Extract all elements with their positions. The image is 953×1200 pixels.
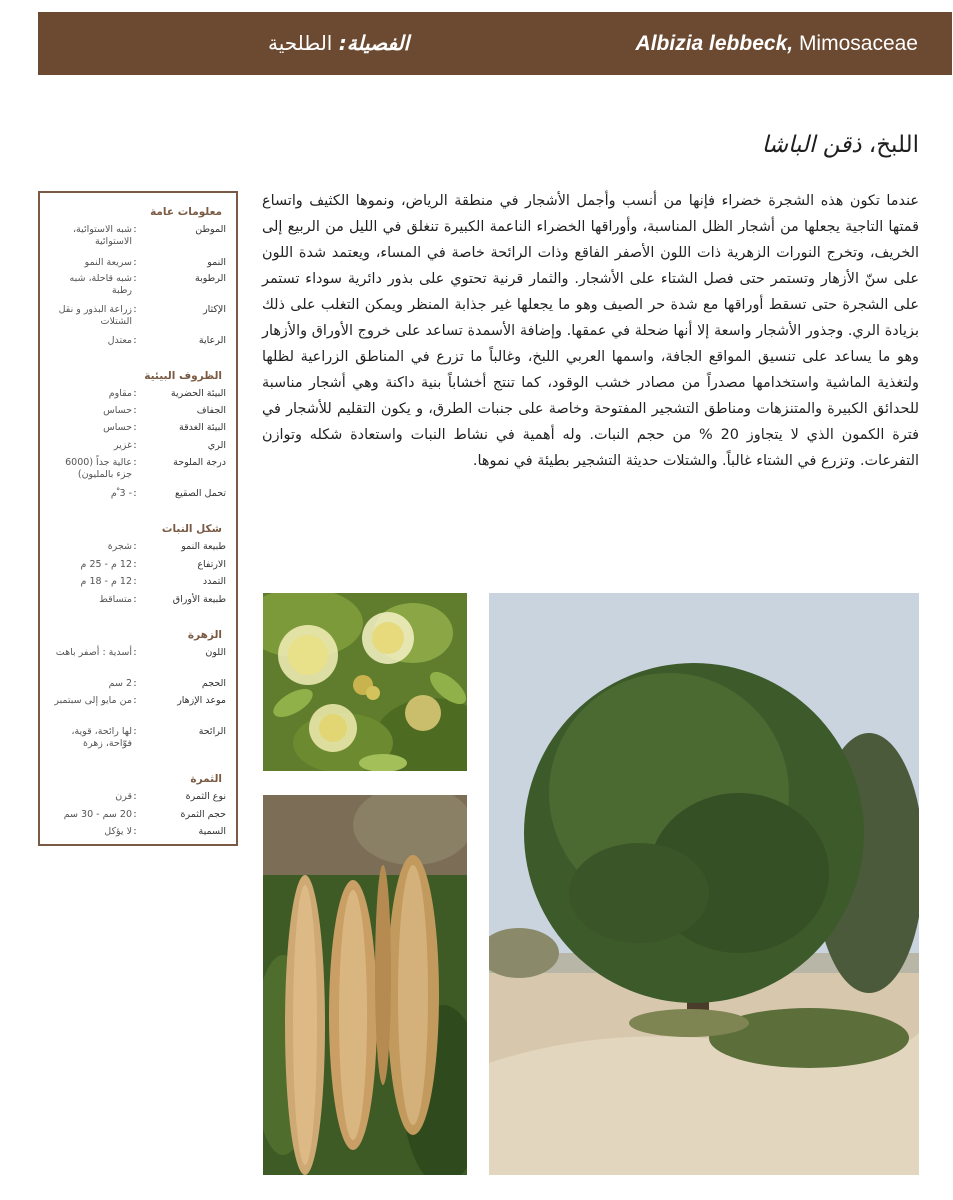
info-colon: : <box>133 726 137 737</box>
header-bar <box>38 12 952 75</box>
info-colon: : <box>133 440 137 451</box>
alternate-name: ذقن الباشا <box>761 132 862 158</box>
family-arabic-name: الطلحية <box>268 31 333 55</box>
info-label: التمدد <box>202 576 226 587</box>
info-label: طبيعة النمو <box>181 541 226 552</box>
info-colon: : <box>133 576 137 587</box>
info-value: 12 م - 18 م <box>80 576 132 587</box>
info-value: أسدية : أصفر باهت <box>55 647 132 658</box>
info-label: الرطوبة <box>195 273 226 284</box>
info-colon: : <box>133 388 137 399</box>
info-label: نوع الثمرة <box>185 791 226 802</box>
info-label: حجم الثمرة <box>180 809 226 820</box>
info-label: البيئة الحضرية <box>170 388 226 399</box>
info-value: متساقط <box>99 594 132 605</box>
info-label: درجة الملوحة <box>173 457 226 468</box>
info-value: لها رائحة، قوية، فوّاحة، زهرة <box>71 726 132 749</box>
section-title-plant-form: شكل النبات <box>161 523 222 535</box>
family-arabic <box>268 12 409 75</box>
info-value: شبه قاحلة، شبه رطبة <box>69 273 132 296</box>
info-value: زراعة البذور و نقل الشتلات <box>58 304 132 327</box>
species-latin: Albizia lebbeck, <box>635 32 794 55</box>
tree-photo <box>489 593 919 1175</box>
info-value: قرن <box>115 791 132 802</box>
seed-pods-photo <box>263 795 467 1175</box>
info-sidebar <box>38 191 238 846</box>
info-colon: : <box>133 304 137 315</box>
info-colon: : <box>133 273 137 284</box>
info-label: الري <box>207 440 226 451</box>
info-colon: : <box>133 541 137 552</box>
info-value: من مايو إلى سبتمبر <box>54 695 132 706</box>
section-title-general: معلومات عامة <box>150 206 222 218</box>
flower-illustration <box>263 593 467 771</box>
info-value: معتدل <box>107 335 132 346</box>
info-value: غزير <box>113 440 132 451</box>
info-colon: : <box>133 224 137 235</box>
info-label: الرعاية <box>198 335 226 346</box>
info-value: سريعة النمو <box>84 257 132 268</box>
info-value: 2 سم <box>108 678 132 689</box>
info-value: شبه الاستوائية، الاستوائية <box>72 224 132 247</box>
info-label: الإكثار <box>203 304 226 315</box>
section-title-flower: الزهرة <box>187 629 222 641</box>
info-colon: : <box>133 809 137 820</box>
info-colon: : <box>133 257 137 268</box>
info-value: عالية جداً (6000 جزء بالمليون) <box>65 457 132 480</box>
family-label: الفصيلة: <box>338 31 410 55</box>
info-colon: : <box>133 695 137 706</box>
common-name: اللبخ، <box>868 132 919 158</box>
info-label: النمو <box>207 257 226 268</box>
section-title-environment: الظروف البيئية <box>144 370 222 382</box>
info-value: حساس <box>103 422 132 433</box>
info-label: الحجم <box>201 678 226 689</box>
info-label: الارتفاع <box>197 559 226 570</box>
info-value: - 3 ْم <box>110 488 132 499</box>
tree-illustration <box>489 593 919 1175</box>
info-colon: : <box>133 457 137 468</box>
page-title <box>762 132 919 158</box>
info-label: السمية <box>198 826 226 837</box>
info-colon: : <box>133 422 137 433</box>
info-value: شجرة <box>107 541 132 552</box>
info-value: لا يؤكل <box>104 826 132 837</box>
description-paragraph: عندما تكون هذه الشجرة خضراء فإنها من أنسب وأجمل الأشجار في منطقة الرياض، ونموها الكثيف واتساع قمتها التاجية يجعلها من أشجار الظل المناسبة، وأوراقها الخضراء الناعمة الكبيرة تنغلق في الليل من الربيع إلى الخريف، وتخرج النورات الزهرية ذات اللون الأصفر الفاقع وذات الرائحة خاصة في المساء، ويعتمد شدة اللون على سنّ الأزهار وتستمر حتى فصل الشتاء على الأشجار. والثمار قرنية تحتوي على بذور دائرية سوداء تستمر على الشجرة حتى تسقط أوراقها مع شدة حر الصيف وهو ما يجعلها غير جذابة المنظر ويمكن التغلب على ذلك بزيادة الري. وجذور الأشجار واسعة إلا أنها ضحلة في عمقها. وإضافة الأسمدة تساعد على خروج الأوراق والأزهار وهو ما يساعد على تنسيق المواقع الجافة، واسمها العربي اللبخ، وغالباً ما تزرع في المناطق الزراعية لظلها ولتغذية الماشية واستخدامها مصدراً من مصادر خشب الوقود، كما تنتج أخشاباً بنية داكنة وهي أشجار مناسبة للحدائق الكبيرة والمتنزهات ومناطق التشجير المفتوحة وخاصة على جنبات الطرق، و يكون التقليم للأشجار في فترة الكمون الذي لا يتجاوز 20 % من حجم النبات. وله أهمية في نشاط النبات واستعادة شكله وتوازن التفرعات. وتزرع في الشتاء غالباً. والشتلات حديثة التشجير بطيئة في نموها. <box>262 193 919 469</box>
info-colon: : <box>133 647 137 658</box>
info-label: تحمل الصقيع <box>175 488 226 499</box>
info-colon: : <box>133 678 137 689</box>
info-colon: : <box>133 791 137 802</box>
family-latin: Mimosaceae <box>798 32 918 55</box>
info-value: مقاوم <box>108 388 132 399</box>
info-value: حساس <box>103 405 132 416</box>
section-title-fruit: الثمرة <box>190 773 222 785</box>
info-colon: : <box>133 826 137 837</box>
info-label: طبيعة الأوراق <box>172 594 226 605</box>
info-colon: : <box>133 594 137 605</box>
info-colon: : <box>133 405 137 416</box>
species-name <box>636 12 918 75</box>
info-label: الموطن <box>195 224 226 235</box>
info-value: 12 م - 25 م <box>80 559 132 570</box>
info-colon: : <box>133 488 137 499</box>
info-label: الرائحة <box>198 726 226 737</box>
info-label: اللون <box>205 647 226 658</box>
flower-photo <box>263 593 467 771</box>
info-colon: : <box>133 559 137 570</box>
seed-pods-illustration <box>263 795 467 1175</box>
info-value: 20 سم - 30 سم <box>63 809 132 820</box>
info-label: البيئة الغدقة <box>179 422 226 433</box>
info-label: الجفاف <box>196 405 226 416</box>
info-colon: : <box>133 335 137 346</box>
info-label: موعد الإزهار <box>177 695 226 706</box>
